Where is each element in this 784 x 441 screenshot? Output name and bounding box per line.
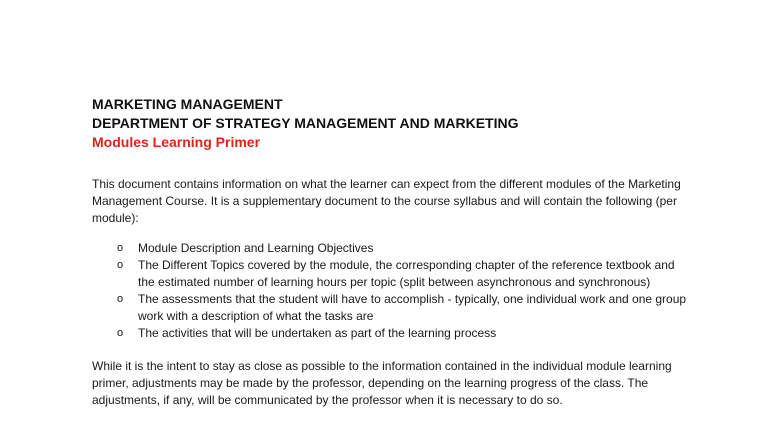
list-item [92, 257, 692, 291]
bullet-marker-icon: o [117, 327, 124, 339]
document-subtitle: Modules Learning Primer [92, 134, 261, 150]
list-item-text: The Different Topics covered by the module, the corresponding chapter of the reference textbook and the estimated number of learning hours per topic (split between asynchronous and synchronous) [138, 258, 675, 289]
list-item-text: The assessments that the student will have to accomplish - typically, one individual work and one group work with a description of what the tasks are [138, 292, 687, 323]
list-item-text: The activities that will be undertaken as part of the learning process [138, 326, 497, 340]
bullet-marker-icon: o [117, 293, 124, 305]
list-item [92, 240, 692, 257]
contents-list [92, 240, 692, 342]
course-title: MARKETING MANAGEMENT [92, 96, 283, 112]
bullet-marker-icon: o [117, 259, 124, 271]
document-body [92, 95, 692, 409]
list-item [92, 325, 692, 342]
intro-paragraph: This document contains information on what the learner can expect from the different modules of the Marketing Management Course. It is a supplementary document to the course syllabus and will contain the following (per module): [92, 177, 681, 225]
department-title: DEPARTMENT OF STRATEGY MANAGEMENT AND MARKETING [92, 115, 519, 131]
list-item-text: Module Description and Learning Objectives [138, 241, 374, 255]
list-item [92, 291, 692, 325]
closing-paragraph: While it is the intent to stay as close as possible to the information contained in the individual module learning primer, adjustments may be made by the professor, depending on the learning progress of the class. The adjustments, if any, will be communicated by the professor when it is necessary to do so. [92, 359, 672, 407]
bullet-marker-icon: o [117, 242, 124, 254]
